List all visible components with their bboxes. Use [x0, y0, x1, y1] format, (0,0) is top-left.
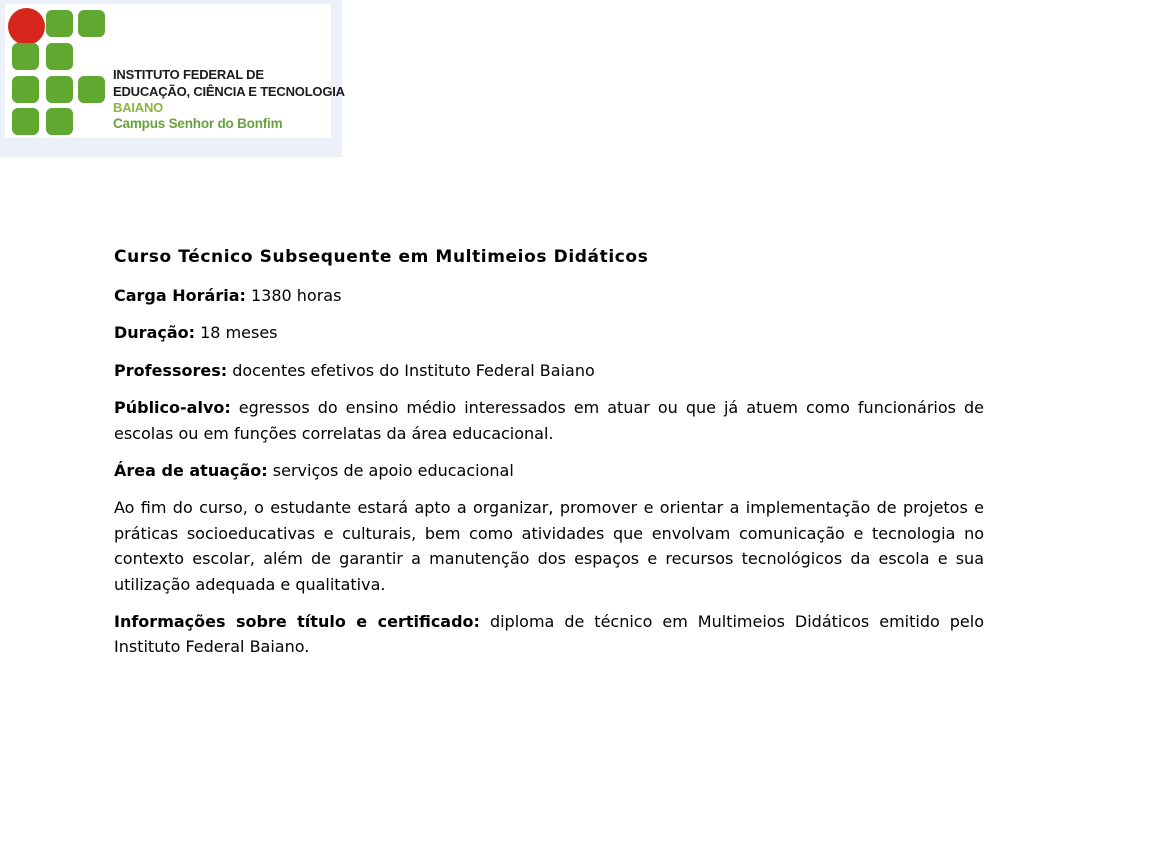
field-value: 1380 horas — [250, 286, 342, 305]
if-logo-mark — [5, 4, 113, 138]
field-certificado — [114, 609, 984, 660]
ifbaiano-logo — [5, 4, 345, 138]
field-label: Informações sobre título e certificado: — [114, 612, 480, 632]
field-label: Área de atuação: — [114, 461, 268, 481]
field-publico-alvo — [114, 395, 984, 446]
logo-panel — [0, 0, 345, 157]
field-professores — [114, 358, 984, 383]
field-value: serviços de apoio educacional — [272, 461, 514, 481]
course-description: Ao fim do curso, o estudante estará apto a organizar, promover e orientar a implementação de projetos e práticas socioeducativas e culturais, bem como atividades que envolvam comunicação e tecnologia no contexto escolar, além de garantir a manutenção dos espaços e recursos tecnológicos da escola e sua utilização adequada e qualitativa. — [114, 498, 984, 594]
field-label: Duração: — [114, 323, 196, 343]
logo-square — [46, 43, 73, 70]
logo-square — [46, 10, 73, 37]
logo-square — [78, 76, 105, 103]
logo-square — [46, 108, 73, 135]
field-value: docentes efetivos do Instituto Federal Baiano — [232, 360, 595, 380]
logo-square — [12, 76, 39, 103]
field-value: 18 meses — [200, 323, 278, 343]
course-info-document — [114, 244, 984, 672]
logo-text-block — [113, 66, 345, 132]
field-label: Professores: — [114, 360, 228, 380]
logo-red-dot-icon — [8, 8, 45, 45]
logo-square — [12, 108, 39, 135]
field-value: diploma de técnico em Multimeios Didáticos emitido pelo Instituto Federal Baiano. — [114, 612, 985, 657]
course-title: Curso Técnico Subsequente em Multimeios Didáticos — [114, 247, 649, 267]
field-value: egressos do ensino médio interessados em atuar ou que já atuem como funcionários de escolas ou em funções correlatas da área educacional. — [114, 398, 984, 443]
logo-square — [46, 76, 73, 103]
logo-square — [78, 10, 105, 37]
field-label: Público-alvo: — [114, 398, 231, 418]
field-duracao — [114, 320, 984, 345]
field-label: Carga Horária: — [114, 286, 246, 305]
field-area-de-atuacao — [114, 458, 984, 483]
institution-name-line2: EDUCAÇÃO, CIÊNCIA E TECNOLOGIA — [113, 84, 345, 99]
campus-name: Campus Senhor do Bonfim — [113, 116, 283, 131]
field-carga-horaria — [114, 283, 984, 308]
logo-square — [12, 43, 39, 70]
institution-name-line1: INSTITUTO FEDERAL DE — [113, 67, 264, 82]
institution-name-line3: BAIANO — [113, 100, 164, 115]
